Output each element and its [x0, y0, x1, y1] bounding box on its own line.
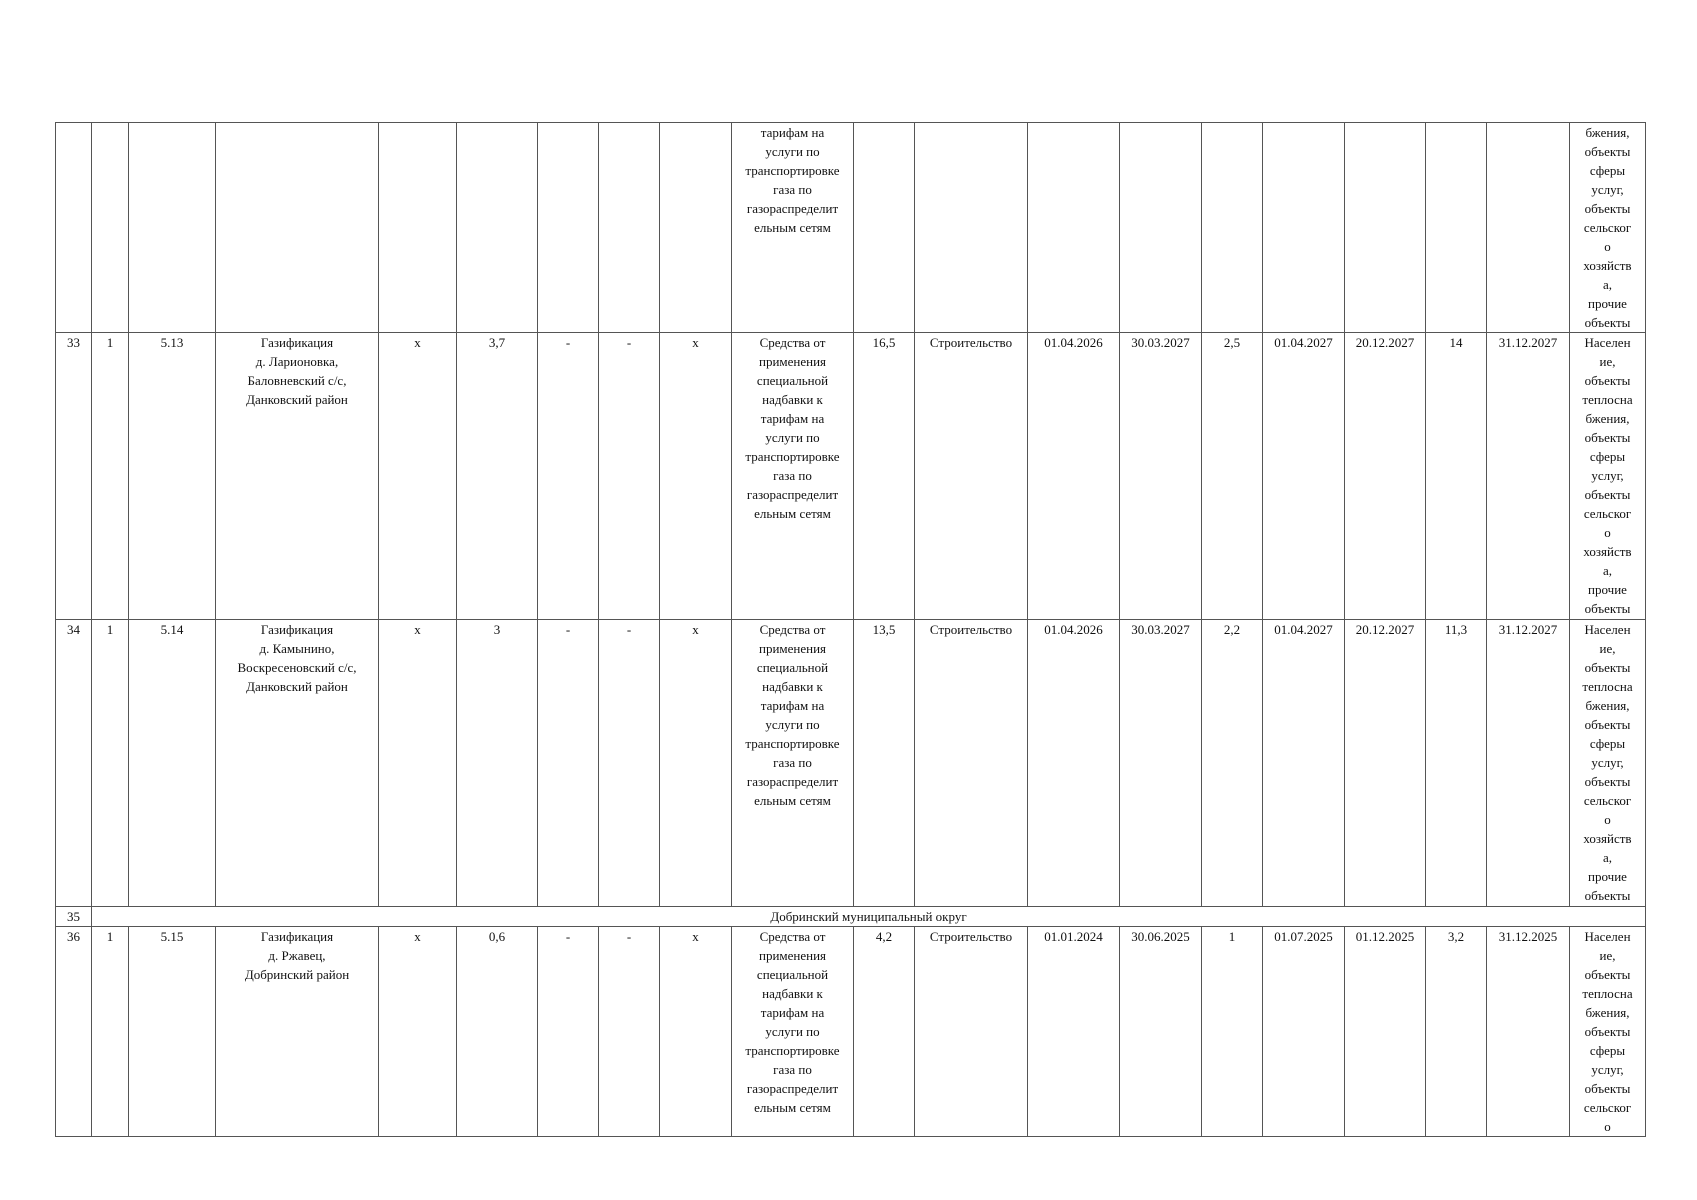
- document-page: [55, 122, 1645, 1137]
- cell-d2: 30.06.2025: [1120, 927, 1202, 1137]
- cell-type: Строительство: [915, 620, 1028, 907]
- cell-c8: -: [599, 620, 660, 907]
- cell-consumers: бжения, объекты сферы услуг, объекты сельског о хозяйств а, прочие объекты: [1570, 123, 1646, 333]
- cell-d4: 01.12.2025: [1345, 927, 1426, 1137]
- cell-d3: [1263, 123, 1345, 333]
- cell-type: Строительство: [915, 927, 1028, 1137]
- cell-c2: 1: [92, 333, 129, 620]
- cell-d1: 01.01.2024: [1028, 927, 1120, 1137]
- cell-num: 35: [56, 907, 92, 927]
- cell-cost: 13,5: [854, 620, 915, 907]
- cell-code: 5.15: [129, 927, 216, 1137]
- cell-type: Строительство: [915, 333, 1028, 620]
- cell-source: Средства от применения специальной надбавки к тарифам на услуги по транспортировке газа по газораспределит ельным сетям: [732, 620, 854, 907]
- cell-d4: 20.12.2027: [1345, 620, 1426, 907]
- cell-d3: 01.07.2025: [1263, 927, 1345, 1137]
- cell-c8: -: [599, 333, 660, 620]
- cell-num: 33: [56, 333, 92, 620]
- cell-source: Средства от применения специальной надбавки к тарифам на услуги по транспортировке газа по газораспределит ельным сетям: [732, 927, 854, 1137]
- cell-v2: 11,3: [1426, 620, 1487, 907]
- cell-code: 5.13: [129, 333, 216, 620]
- table-row-continuation: [56, 123, 1646, 333]
- cell-d5: [1487, 123, 1570, 333]
- cell-c9: х: [660, 333, 732, 620]
- cell-c9: х: [660, 927, 732, 1137]
- table-row: [56, 927, 1646, 1137]
- cell-d2: 30.03.2027: [1120, 620, 1202, 907]
- cell-name: Газификация д. Камынино, Воскресеновский с/с, Данковский район: [216, 620, 379, 907]
- cell-c5: х: [379, 927, 457, 1137]
- cell-c7: [538, 123, 599, 333]
- section-title: Добринский муниципальный округ: [92, 907, 1646, 927]
- cell-c9: х: [660, 620, 732, 907]
- cell-d5: 31.12.2027: [1487, 620, 1570, 907]
- cell-name: Газификация д. Ларионовка, Баловневский с/с, Данковский район: [216, 333, 379, 620]
- cell-c6: 3: [457, 620, 538, 907]
- cell-v1: [1202, 123, 1263, 333]
- cell-d5: 31.12.2025: [1487, 927, 1570, 1137]
- cell-v2: 3,2: [1426, 927, 1487, 1137]
- cell-consumers: Населен ие, объекты теплосна бжения, объекты сферы услуг, объекты сельског о: [1570, 927, 1646, 1137]
- cell-c6: 0,6: [457, 927, 538, 1137]
- cell-d2: [1120, 123, 1202, 333]
- cell-d3: 01.04.2027: [1263, 333, 1345, 620]
- cell-d1: [1028, 123, 1120, 333]
- cell-code: 5.14: [129, 620, 216, 907]
- cell-d4: [1345, 123, 1426, 333]
- cell-c9: [660, 123, 732, 333]
- cell-c8: -: [599, 927, 660, 1137]
- cell-v1: 2,5: [1202, 333, 1263, 620]
- cell-v1: 2,2: [1202, 620, 1263, 907]
- cell-c7: -: [538, 620, 599, 907]
- cell-num: [56, 123, 92, 333]
- cell-v2: [1426, 123, 1487, 333]
- cell-c2: 1: [92, 620, 129, 907]
- cell-source: тарифам на услуги по транспортировке газа по газораспределит ельным сетям: [732, 123, 854, 333]
- cell-c8: [599, 123, 660, 333]
- cell-c2: 1: [92, 927, 129, 1137]
- table-row: [56, 620, 1646, 907]
- cell-d5: 31.12.2027: [1487, 333, 1570, 620]
- gasification-table: [55, 122, 1646, 1137]
- cell-code: [129, 123, 216, 333]
- cell-d1: 01.04.2026: [1028, 333, 1120, 620]
- cell-consumers: Населен ие, объекты теплосна бжения, объекты сферы услуг, объекты сельског о хозяйств а, прочие объекты: [1570, 333, 1646, 620]
- cell-cost: [854, 123, 915, 333]
- cell-c7: -: [538, 333, 599, 620]
- table-row: [56, 333, 1646, 620]
- cell-v2: 14: [1426, 333, 1487, 620]
- cell-d3: 01.04.2027: [1263, 620, 1345, 907]
- cell-c6: [457, 123, 538, 333]
- cell-cost: 16,5: [854, 333, 915, 620]
- cell-d4: 20.12.2027: [1345, 333, 1426, 620]
- cell-c5: х: [379, 620, 457, 907]
- cell-type: [915, 123, 1028, 333]
- cell-d2: 30.03.2027: [1120, 333, 1202, 620]
- cell-c5: [379, 123, 457, 333]
- cell-v1: 1: [1202, 927, 1263, 1137]
- cell-cost: 4,2: [854, 927, 915, 1137]
- cell-d1: 01.04.2026: [1028, 620, 1120, 907]
- cell-c6: 3,7: [457, 333, 538, 620]
- cell-name: [216, 123, 379, 333]
- cell-c7: -: [538, 927, 599, 1137]
- cell-source: Средства от применения специальной надбавки к тарифам на услуги по транспортировке газа по газораспределит ельным сетям: [732, 333, 854, 620]
- cell-num: 36: [56, 927, 92, 1137]
- cell-num: 34: [56, 620, 92, 907]
- cell-consumers: Населен ие, объекты теплосна бжения, объекты сферы услуг, объекты сельског о хозяйств а, прочие объекты: [1570, 620, 1646, 907]
- section-row: [56, 907, 1646, 927]
- cell-c5: х: [379, 333, 457, 620]
- cell-name: Газификация д. Ржавец, Добринский район: [216, 927, 379, 1137]
- cell-c2: [92, 123, 129, 333]
